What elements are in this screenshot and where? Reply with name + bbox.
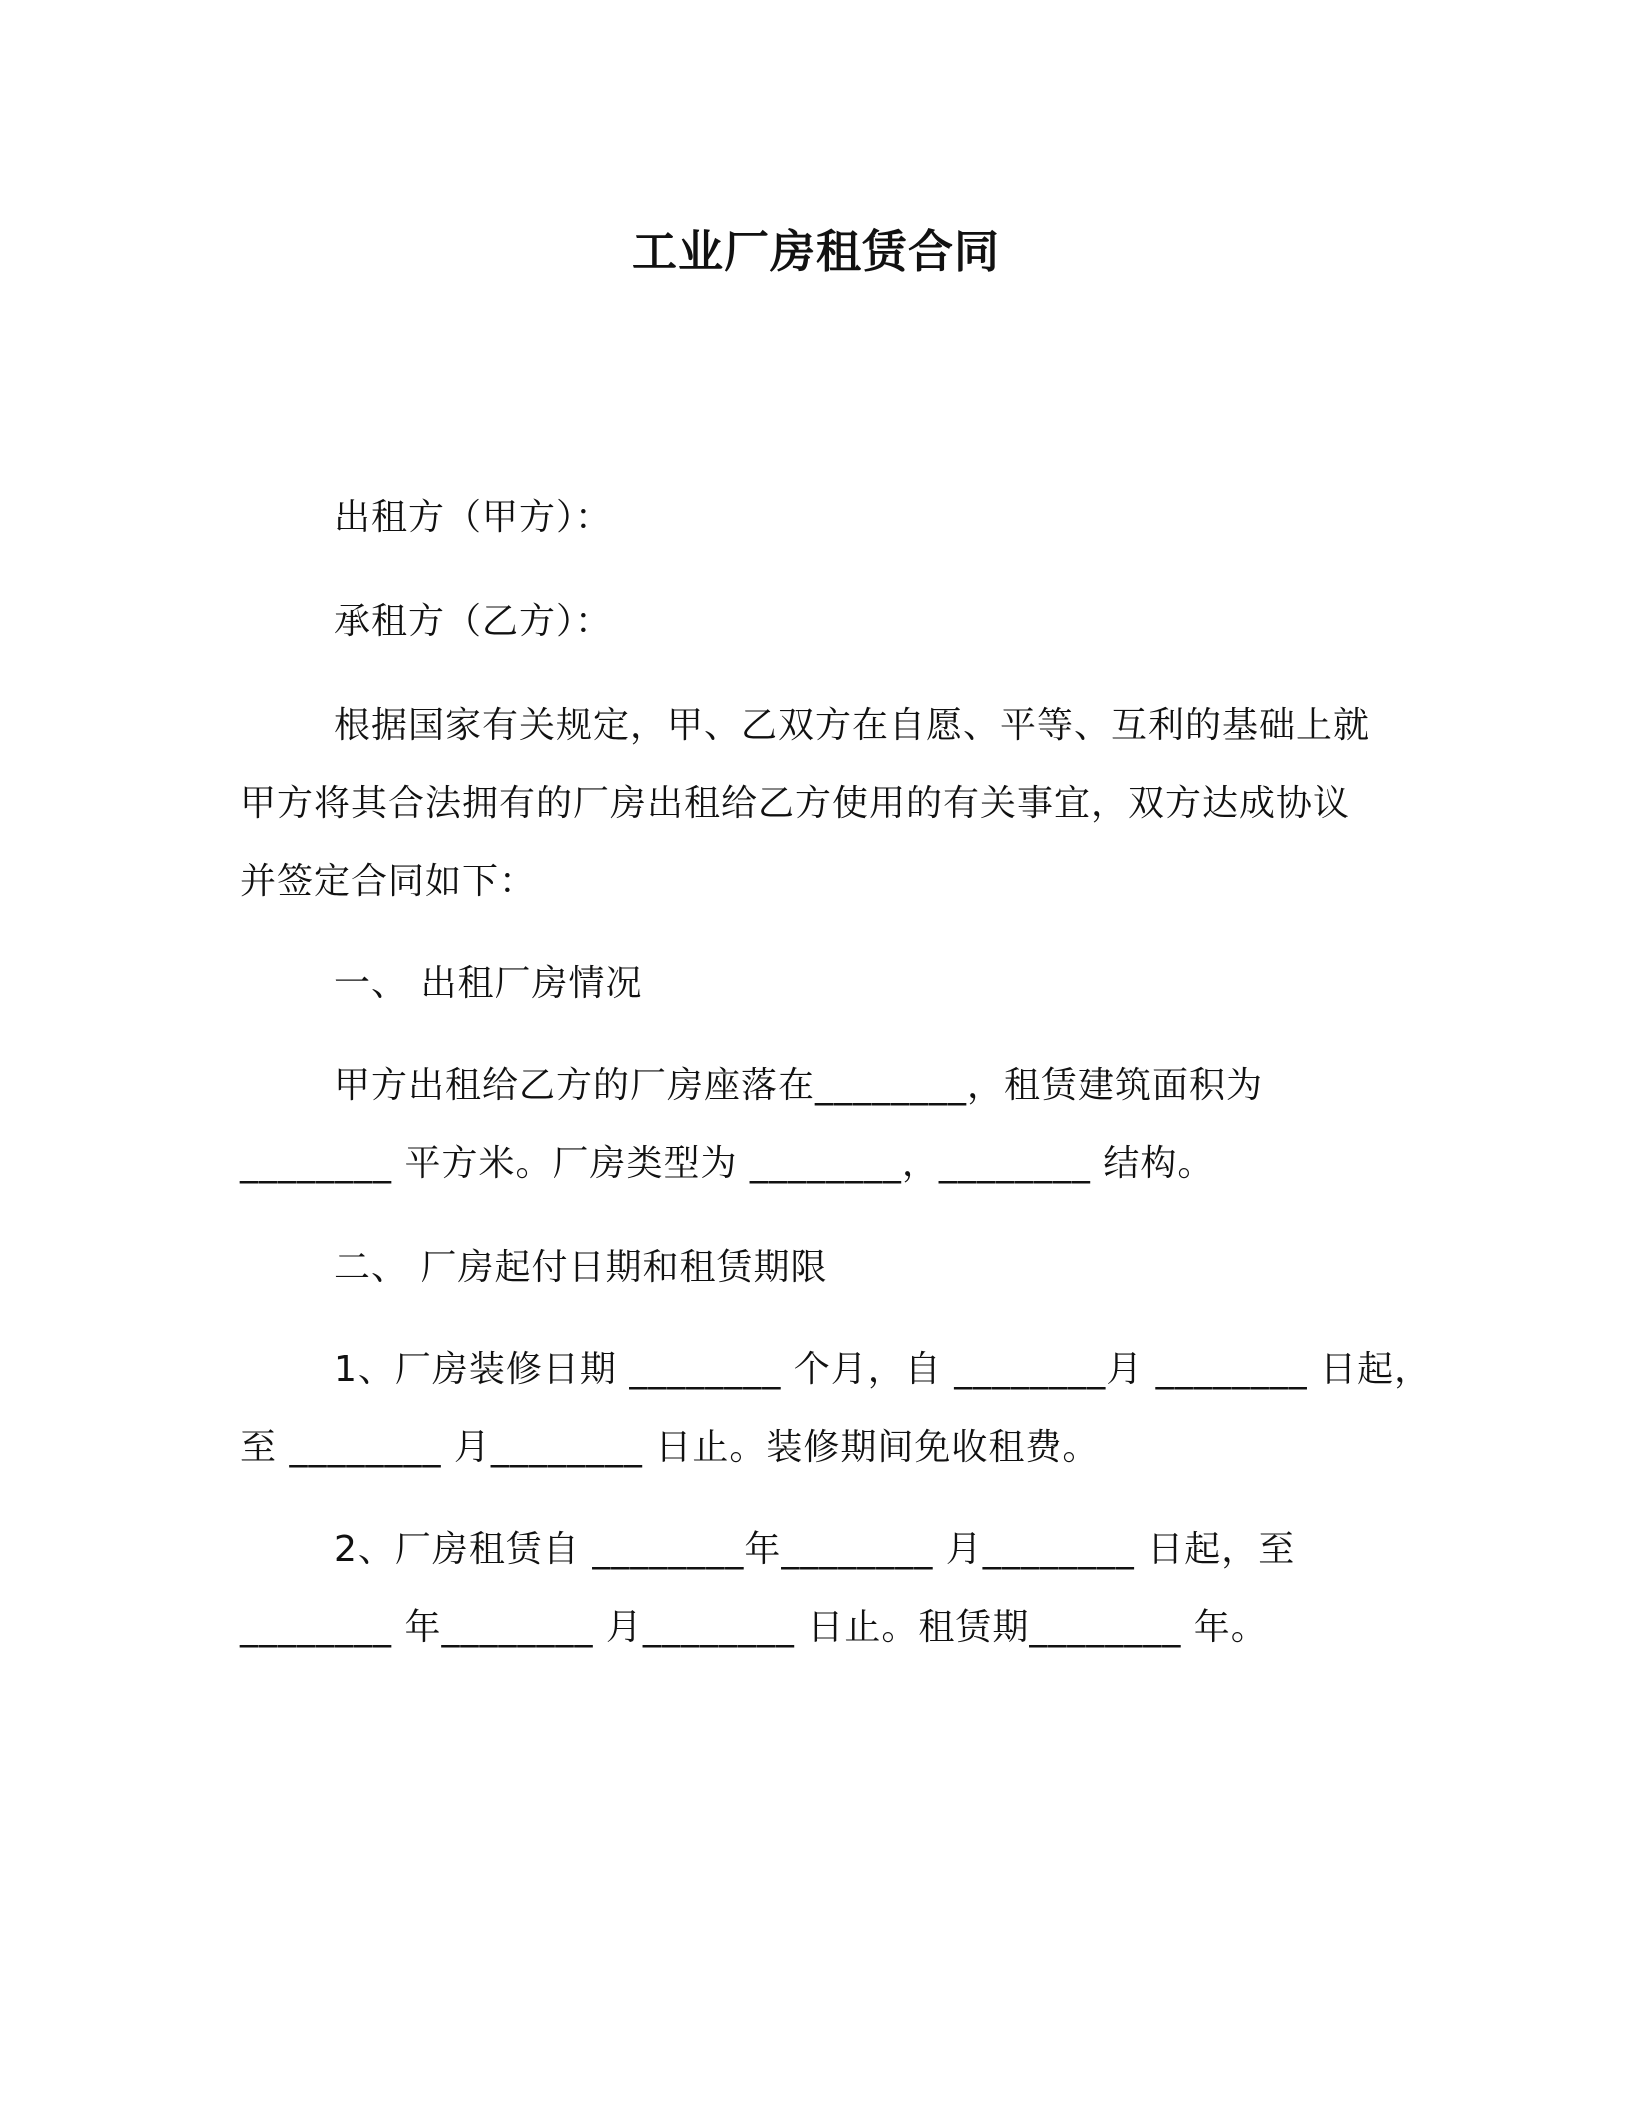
section-2-heading: 二、 厂房起付日期和租赁期限 bbox=[334, 1247, 828, 1288]
section-1-heading: 一、 出租厂房情况 bbox=[334, 963, 643, 1004]
preamble-line-2: 甲方将其合法拥有的厂房出租给乙方使用的有关事宜，双方达成协议 bbox=[240, 783, 1351, 824]
section-2-item-1-line-1: 1、厂房装修日期 ________ 个月，自 ________月 ________ 日起， bbox=[334, 1349, 1432, 1390]
section-2-item-2-line-2: ________ 年________ 月________ 日止。租赁期________ 年。 bbox=[240, 1607, 1268, 1648]
party-b-label: 承租方（乙方）： bbox=[334, 601, 613, 642]
section-2-item-2-line-1: 2、厂房租赁自 ________年________ 月________ 日起，至 bbox=[334, 1529, 1296, 1570]
preamble-line-1: 根据国家有关规定，甲、乙双方在自愿、平等、互利的基础上就 bbox=[334, 705, 1371, 746]
section-1-line-2: ________ 平方米。厂房类型为 ________，________ 结构。 bbox=[240, 1143, 1215, 1184]
party-a-label: 出租方（甲方）： bbox=[334, 497, 613, 538]
section-1-line-1: 甲方出租给乙方的厂房座落在________，租赁建筑面积为 bbox=[334, 1065, 1264, 1106]
preamble-line-3: 并签定合同如下： bbox=[240, 861, 537, 902]
document-title: 工业厂房租赁合同 bbox=[631, 225, 1000, 278]
section-2-item-1-line-2: 至 ________ 月________ 日止。装修期间免收租费。 bbox=[240, 1427, 1100, 1468]
